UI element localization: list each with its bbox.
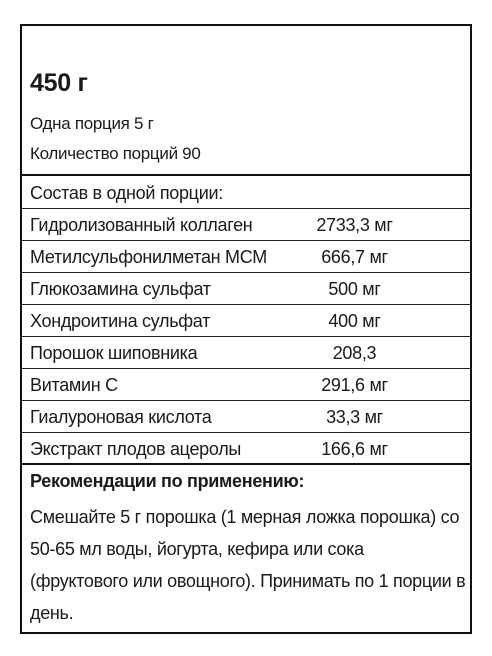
ingredient-name: Порошок шиповника: [30, 343, 198, 363]
ingredient-name: Витамин С: [30, 375, 118, 395]
ingredient-amount: 291,6 мг: [321, 375, 388, 395]
ingredient-row: [22, 433, 470, 465]
net-weight: 450 г: [30, 69, 88, 97]
serving-size: Одна порция 5 г: [30, 114, 154, 133]
ingredient-amount: 666,7 мг: [321, 247, 388, 267]
ingredient-name: Экстракт плодов ацеролы: [30, 439, 242, 459]
ingredient-amount: 33,3 мг: [326, 407, 383, 427]
composition-header: Состав в одной порции:: [30, 183, 223, 203]
recommendations-title: Рекомендации по применению:: [30, 471, 305, 491]
supplement-facts-label: [20, 24, 472, 634]
ingredient-amount: 208,3: [332, 343, 377, 363]
ingredient-row: [22, 273, 470, 305]
ingredient-amount: 2733,3 мг: [316, 215, 393, 235]
ingredient-row: [22, 369, 470, 401]
ingredient-row: [22, 241, 470, 273]
ingredient-name: Гиалуроновая кислота: [30, 407, 212, 427]
ingredient-name: Метилсульфонилметан МСМ: [30, 247, 267, 267]
ingredient-amount: 166,6 мг: [321, 439, 388, 459]
ingredient-row: [22, 401, 470, 433]
ingredient-name: Хондроитина сульфат: [30, 311, 211, 331]
thick-divider: [22, 463, 470, 465]
ingredient-name: Глюкозамина сульфат: [30, 279, 211, 299]
product-summary: [22, 26, 470, 174]
ingredient-row: [22, 337, 470, 369]
thick-divider: [22, 174, 470, 176]
ingredient-amount: 400 мг: [328, 311, 381, 331]
ingredient-amount: 500 мг: [328, 279, 381, 299]
servings-per-container: Количество порций 90: [30, 144, 201, 163]
ingredient-row: [22, 305, 470, 337]
ingredient-row: [22, 209, 470, 241]
recommendations-text: Смешайте 5 г порошка (1 мерная ложка порошка) со 50-65 мл воды, йогурта, кефира или сока (фруктового или овощного). Принимать по 1 порции в день.: [30, 507, 466, 623]
ingredient-name: Гидролизованный коллаген: [30, 215, 253, 235]
